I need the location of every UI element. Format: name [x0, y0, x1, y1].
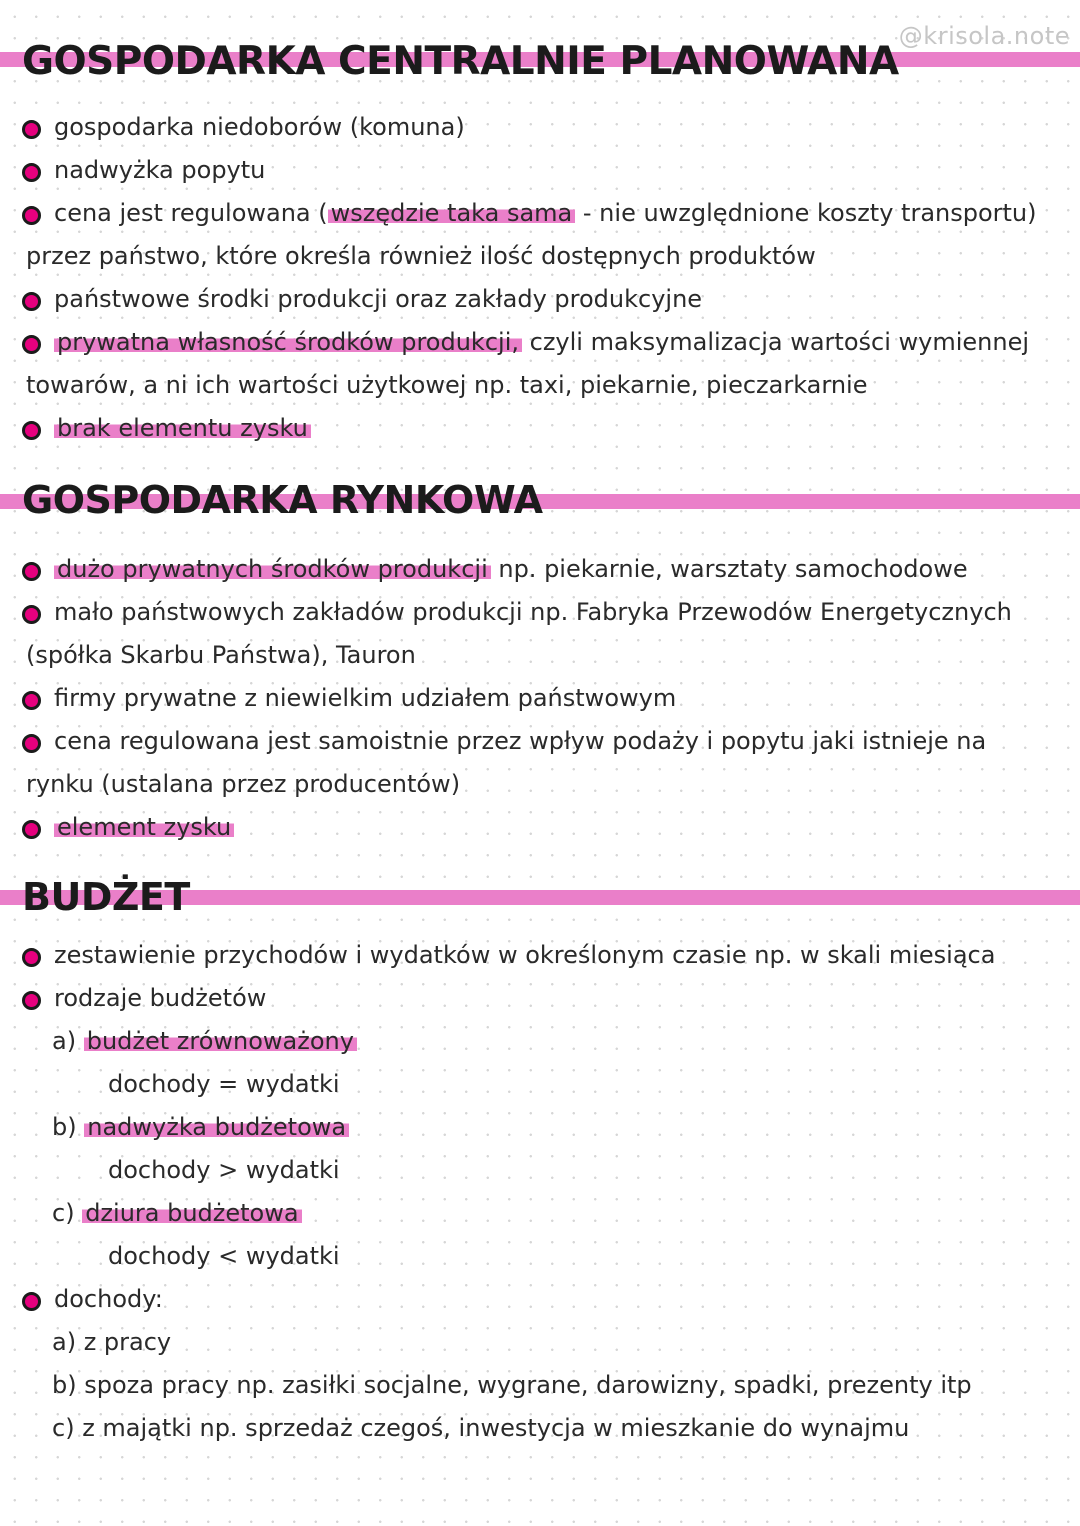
bullet-icon	[22, 335, 41, 354]
list-item: mało państwowych zakładów produkcji np. Fabryka Przewodów Energetycznych	[54, 598, 1012, 626]
sub-item	[52, 1115, 349, 1139]
line-text: np. piekarnie, warsztaty samochodowe	[490, 555, 968, 583]
bullet-icon	[22, 292, 41, 311]
list-item	[54, 815, 234, 839]
formula-line: dochody < wydatki	[108, 1242, 340, 1270]
sub-item	[52, 1029, 357, 1053]
sub-item: a) z pracy	[52, 1328, 172, 1356]
sub-item: c) z majątki np. sprzedaż czegoś, inwestycja w mieszkanie do wynajmu	[52, 1414, 910, 1442]
list-item: rodzaje budżetów	[54, 984, 267, 1012]
list-item: nadwyżka popytu	[54, 156, 266, 184]
highlighted-phrase: budżet zrównoważony	[84, 1027, 357, 1055]
heading-central-planned-economy: GOSPODARKA CENTRALNIE PLANOWANA	[22, 39, 899, 84]
line-text: a)	[52, 1027, 84, 1055]
list-item-continuation: przez państwo, które określa również ilość dostępnych produktów	[26, 242, 816, 270]
list-item	[54, 201, 1037, 225]
line-text: czyli maksymalizacja wartości wymiennej	[522, 328, 1029, 356]
list-item: cena regulowana jest samoistnie przez wpływ podaży i popytu jaki istnieje na	[54, 727, 987, 755]
highlighted-phrase: brak elementu zysku	[54, 414, 311, 442]
sub-item	[52, 1201, 302, 1225]
bullet-icon	[22, 163, 41, 182]
list-item: zestawienie przychodów i wydatków w określonym czasie np. w skali miesiąca	[54, 941, 996, 969]
line-text: - nie uwzględnione koszty transportu)	[575, 199, 1037, 227]
line-text: b)	[52, 1113, 85, 1141]
line-text: cena jest regulowana (	[54, 199, 328, 227]
highlighted-phrase: nadwyżka budżetowa	[84, 1113, 349, 1141]
list-item: firmy prywatne z niewielkim udziałem państwowym	[54, 684, 677, 712]
heading-market-economy: GOSPODARKA RYNKOWA	[22, 478, 543, 522]
bullet-icon	[22, 562, 41, 581]
list-item: państwowe środki produkcji oraz zakłady produkcyjne	[54, 285, 703, 313]
highlighted-phrase: wszędzie taka sama	[328, 199, 576, 227]
bullet-icon	[22, 206, 41, 225]
line-text: c)	[52, 1199, 83, 1227]
formula-line: dochody > wydatki	[108, 1156, 340, 1184]
list-item	[54, 330, 1029, 354]
bullet-icon	[22, 991, 41, 1010]
list-item: gospodarka niedoborów (komuna)	[54, 113, 465, 141]
bullet-icon	[22, 1292, 41, 1311]
formula-line: dochody = wydatki	[108, 1070, 340, 1098]
highlighted-phrase: dużo prywatnych środków produkcji	[54, 555, 491, 583]
watermark-handle: @krisola.note	[898, 22, 1070, 50]
bullet-icon	[22, 120, 41, 139]
heading-budget: BUDŻET	[22, 875, 190, 919]
bullet-icon	[22, 605, 41, 624]
highlighted-phrase: element zysku	[54, 813, 234, 841]
list-item-continuation: rynku (ustalana przez producentów)	[26, 770, 461, 798]
bullet-icon	[22, 734, 41, 753]
bullet-icon	[22, 820, 41, 839]
list-item-continuation: (spółka Skarbu Państwa), Tauron	[26, 641, 416, 669]
sub-item: b) spoza pracy np. zasiłki socjalne, wygrane, darowizny, spadki, prezenty itp	[52, 1371, 972, 1399]
list-item-continuation: towarów, a ni ich wartości użytkowej np. taxi, piekarnie, pieczarkarnie	[26, 371, 868, 399]
highlighted-phrase: dziura budżetowa	[82, 1199, 301, 1227]
list-item	[54, 416, 311, 440]
list-item: dochody:	[54, 1285, 163, 1313]
bullet-icon	[22, 691, 41, 710]
bullet-icon	[22, 421, 41, 440]
highlighted-phrase: prywatna własność środków produkcji,	[54, 328, 522, 356]
bullet-icon	[22, 948, 41, 967]
list-item	[54, 557, 968, 581]
